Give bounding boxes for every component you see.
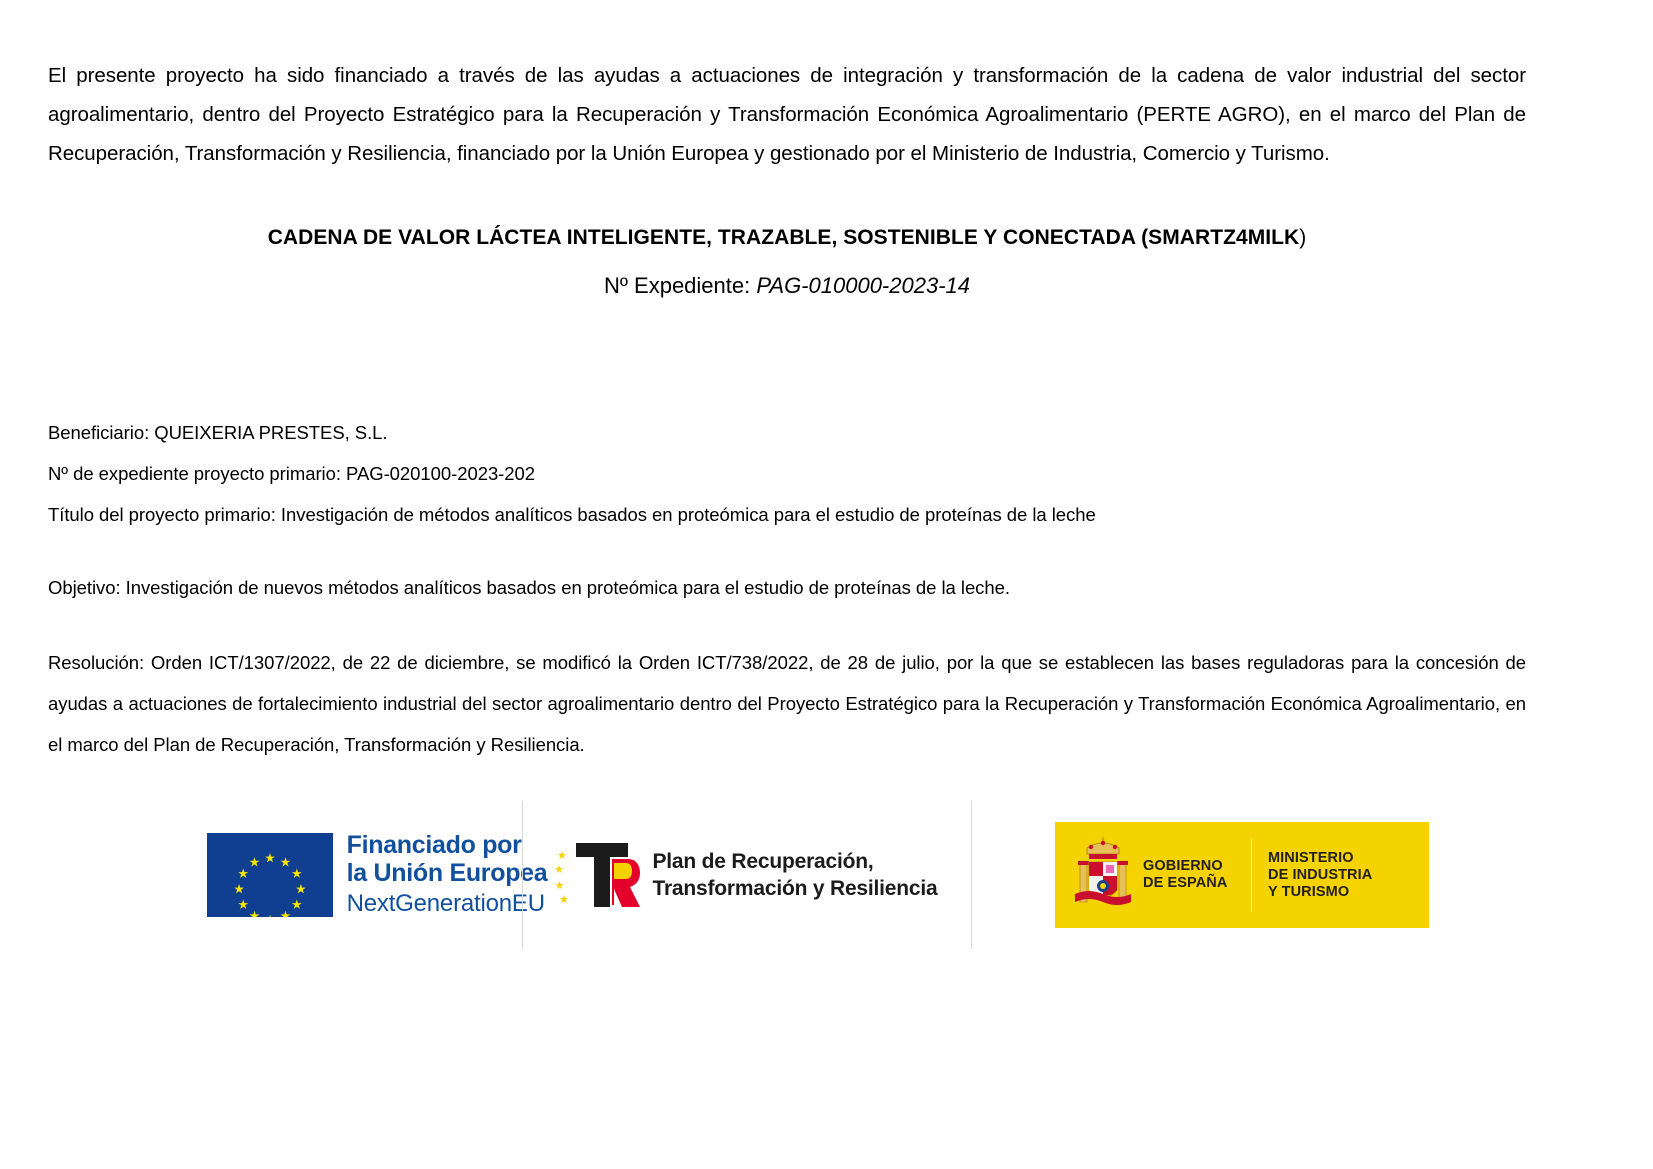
gobierno-line1: GOBIERNO: [1143, 858, 1223, 874]
prtr-logo: [556, 837, 937, 913]
prtr-text-line2: Transformación y Resiliencia: [652, 877, 938, 900]
project-title-text: CADENA DE VALOR LÁCTEA INTELIGENTE, TRAZABLE, SOSTENIBLE Y CONECTADA (SMARTZ4MILK: [267, 226, 1300, 249]
logo-cell-european-union: [122, 801, 548, 949]
project-title-paren: ): [1299, 226, 1307, 249]
eu-flag-icon: [207, 833, 333, 917]
expediente-primario-row: Nº de expediente proyecto primario: PAG-020100-2023-202: [48, 463, 536, 484]
gobierno-left-group: [1055, 832, 1251, 918]
eu-logo-text: [347, 831, 548, 919]
objetivo-row: Objetivo: Investigación de nuevos métodos analíticos basados en proteómica para el estudio de proteínas de la leche.: [48, 577, 1010, 598]
spacer-after-titulo: [48, 535, 1526, 567]
logo-cell-prtr: [522, 801, 972, 949]
expediente-code: PAG-010000-2023-14: [756, 273, 970, 298]
expediente-line: [48, 265, 1526, 307]
ministerio-line3: Y TURISMO: [1268, 883, 1350, 900]
ministerio-line1: MINISTERIO: [1268, 849, 1354, 866]
ministerio-line2: DE INDUSTRIA: [1268, 866, 1373, 883]
titulo-primario-row: Título del proyecto primario: Investigación de métodos analíticos basados en proteómica para el estudio de proteínas de la leche: [48, 504, 1096, 525]
ministerio-label: [1252, 850, 1372, 901]
prtr-text-line1: Plan de Recuperación,: [652, 850, 874, 873]
prtr-emblem-icon: [556, 837, 640, 913]
eu-text-line1: Financiado por: [346, 831, 522, 859]
eu-logo: [207, 831, 548, 919]
expediente-label: Nº Expediente:: [604, 273, 751, 298]
prtr-logo-text: [652, 848, 937, 902]
beneficiario-row: Beneficiario: QUEIXERIA PRESTES, S.L.: [48, 422, 388, 443]
gobierno-line2: DE ESPAÑA: [1143, 875, 1228, 891]
logo-cell-gobierno: [972, 801, 1452, 949]
gobierno-logo: [1055, 822, 1429, 928]
intro-paragraph: El presente proyecto ha sido financiado a través de las ayudas a actuaciones de integración y transformación de la cadena de valor industrial del sector agroalimentario, dentro del Proyecto Estratégico para la Recuperación y Transformación Económica Agroalimentario (PERTE AGRO), en el marco del Plan de Recuperación, Transformación y Resiliencia, financiado por la Unión Europea y gestionado por el Ministerio de Industria, Comercio y Turismo.: [48, 64, 1526, 165]
eu-text-line2: la Unión Europea: [346, 859, 548, 887]
project-heading-block: [48, 221, 1526, 307]
resolucion-paragraph: Resolución: Orden ICT/1307/2022, de 22 de diciembre, se modificó la Orden ICT/738/2022, de 28 de julio, por la que se establecen las bases reguladoras para la concesión de ayudas a actuaciones de fortalecimiento industrial del sector agroalimentario dentro del Proyecto Estratégico para la Recuperación y Transformación Económica Agroalimentario, en el marco del Plan de Recuperación, Transformación y Resiliencia.: [48, 652, 1526, 755]
project-details: [48, 412, 1526, 765]
gobierno-label: [1143, 858, 1227, 892]
spain-coat-of-arms-icon: [1073, 832, 1133, 918]
document-body: [48, 56, 1526, 765]
project-title: [48, 221, 1526, 255]
eu-text-nextgeneration: NextGenerationEU: [346, 890, 545, 917]
spacer-after-objetivo: [48, 608, 1526, 642]
funding-logo-strip: [48, 800, 1526, 950]
eu-stars-icon: [207, 833, 333, 917]
